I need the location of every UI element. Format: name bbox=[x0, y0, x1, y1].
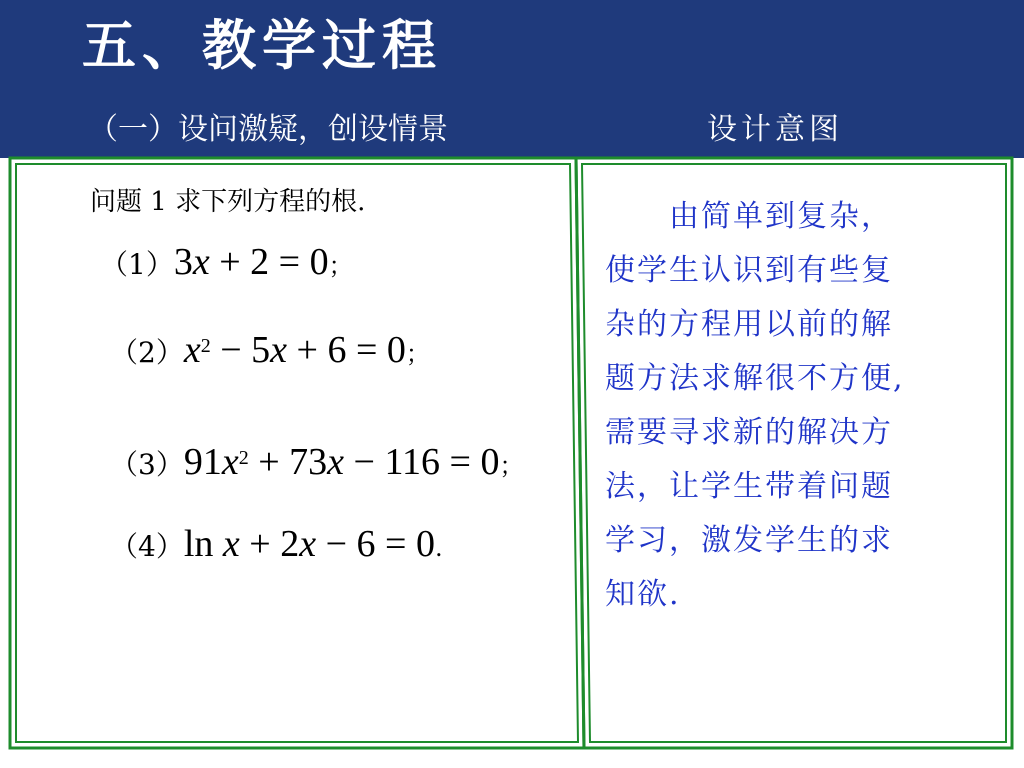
math-term: − 5 bbox=[210, 329, 271, 371]
design-intent-heading: 设计意图 bbox=[707, 112, 843, 147]
math-variable: x bbox=[183, 329, 201, 371]
intent-line: 法，让学生带着问题 bbox=[605, 469, 893, 504]
equation-4 bbox=[110, 518, 443, 577]
problem-prompt: 问题 1 求下列方程的根. bbox=[90, 187, 366, 217]
design-intent-text bbox=[605, 190, 975, 622]
intent-line: 知欲. bbox=[605, 577, 681, 612]
math-exponent: 2 bbox=[200, 335, 211, 357]
equation-2 bbox=[110, 324, 430, 383]
math-term: − 6 = 0 bbox=[316, 523, 435, 565]
intent-line: 题方法求解很不方便, bbox=[605, 361, 905, 396]
intent-line: 需要寻求新的解决方 bbox=[605, 415, 893, 450]
equation-end: ； bbox=[328, 252, 353, 280]
intent-line: 使学生认识到有些复 bbox=[605, 253, 893, 288]
math-function: ln bbox=[183, 523, 214, 565]
math-variable: x bbox=[327, 441, 345, 483]
equation-end: ； bbox=[405, 340, 430, 368]
section-subtitle: （一）设问激疑，创设情景 bbox=[88, 112, 448, 147]
equation-3 bbox=[110, 436, 523, 495]
intent-line: 由简单到复杂， bbox=[605, 199, 893, 234]
equation-end: ； bbox=[499, 452, 524, 480]
math-exponent: 2 bbox=[238, 447, 249, 469]
intent-line: 杂的方程用以前的解 bbox=[605, 307, 893, 342]
equation-label: （1） bbox=[100, 248, 174, 281]
math-variable: x bbox=[192, 241, 210, 283]
equation-1 bbox=[100, 236, 353, 295]
math-term: 91 bbox=[183, 441, 222, 483]
math-term: 3 bbox=[173, 241, 193, 283]
math-variable: x bbox=[221, 441, 239, 483]
page-title: 五、教学过程 bbox=[82, 13, 442, 77]
equation-label: （4） bbox=[110, 530, 184, 563]
intent-line: 学习，激发学生的求 bbox=[605, 523, 893, 558]
math-variable: x bbox=[213, 523, 240, 565]
math-term: + 2 = 0 bbox=[209, 241, 329, 283]
math-term: + 73 bbox=[248, 441, 328, 483]
equation-label: （2） bbox=[110, 336, 184, 369]
equation-end: . bbox=[434, 534, 443, 562]
math-term: − 116 = 0 bbox=[344, 441, 500, 483]
math-term: + 2 bbox=[239, 523, 300, 565]
math-variable: x bbox=[299, 523, 317, 565]
equation-label: （3） bbox=[110, 448, 184, 481]
math-variable: x bbox=[270, 329, 288, 371]
math-term: + 6 = 0 bbox=[287, 329, 406, 371]
